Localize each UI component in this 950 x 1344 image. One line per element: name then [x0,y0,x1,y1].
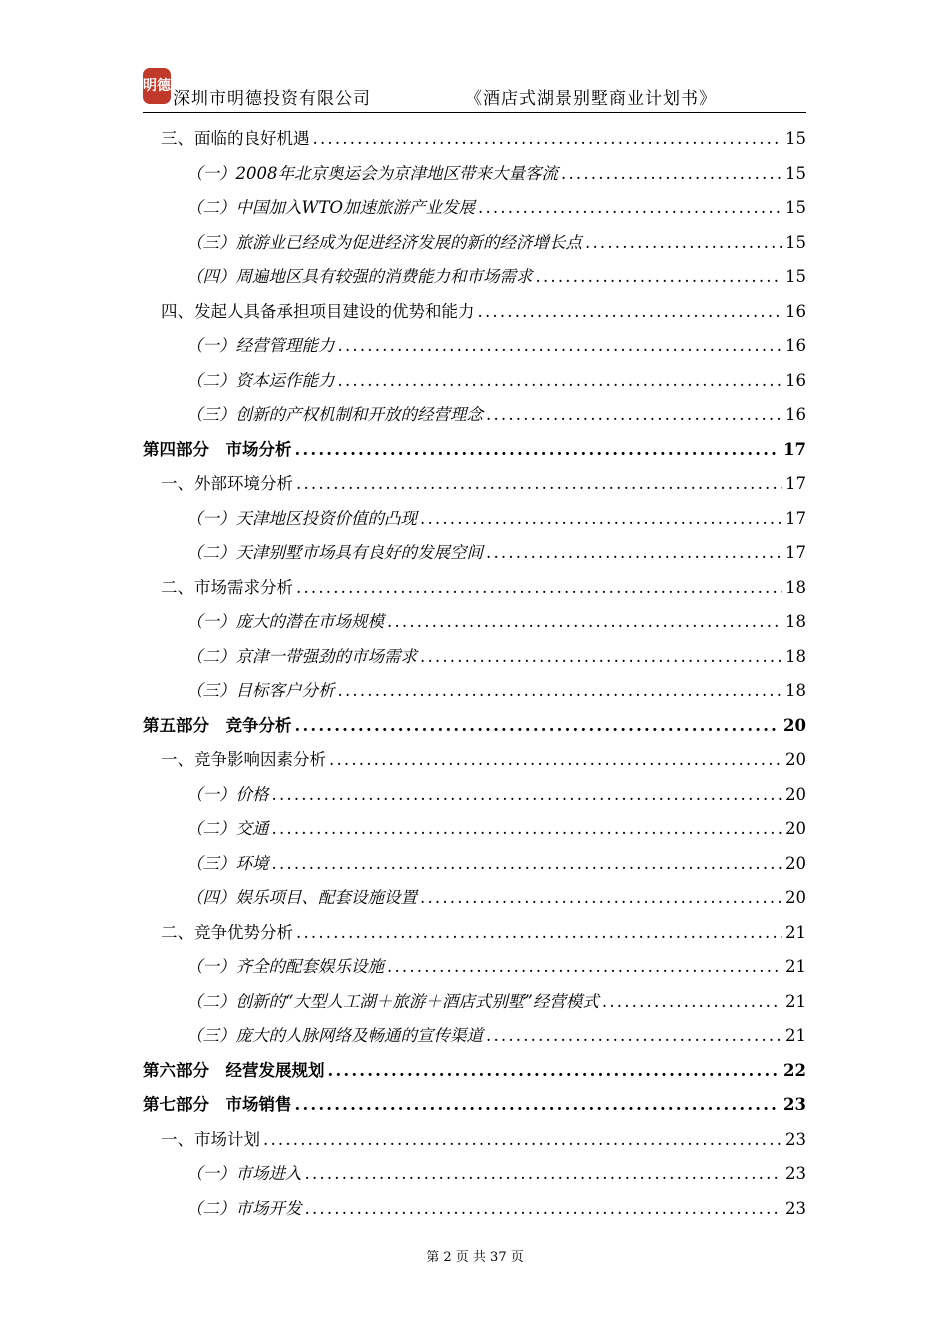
toc-entry-page: 23 [783,1095,806,1114]
toc-entry-title: 四、发起人具备承担项目建设的优势和能力 [161,301,475,321]
toc-entry[interactable] [143,640,806,675]
toc-entry[interactable] [143,847,806,882]
dot-leader [338,683,783,700]
toc-entry-title: （一）齐全的配套娱乐设施 [186,957,384,976]
dot-leader [263,1132,782,1149]
page-header [143,66,806,113]
toc-entry-page: 21 [785,922,806,942]
toc-entry-title: 一、市场计划 [161,1129,260,1149]
toc-entry[interactable] [143,433,806,468]
dot-leader [602,994,782,1011]
toc-entry-page: 23 [785,1129,806,1149]
toc-entry-title: 二、竞争优势分析 [161,922,293,942]
toc-entry-title: （一）市场进入 [186,1164,302,1183]
toc-entry-title: （二）交通 [186,819,269,838]
toc-entry-title: 三、面临的良好机遇 [161,129,310,148]
toc-entry-page: 15 [785,198,806,217]
toc-entry[interactable] [143,329,806,364]
dot-leader [387,614,782,631]
toc-entry[interactable] [143,502,806,537]
toc-entry[interactable] [143,536,806,571]
toc-entry[interactable] [143,398,806,433]
logo-text: 明德 [143,78,171,94]
toc-entry[interactable] [143,674,806,709]
dot-leader [561,166,782,183]
toc-entry[interactable] [143,122,806,157]
toc-entry-title: 一、竞争影响因素分析 [161,750,326,769]
toc-entry-title: （三）目标客户分析 [186,681,335,700]
toc-entry-page: 18 [785,612,806,631]
toc-entry[interactable] [143,295,806,330]
toc-entry[interactable] [143,1192,806,1227]
dot-leader [328,1063,781,1080]
toc-entry-page: 16 [785,336,806,355]
dot-leader [272,856,783,873]
toc-entry[interactable] [143,226,806,261]
toc-entry-page: 21 [785,1026,806,1045]
toc-entry-page: 18 [785,577,806,597]
dot-leader [420,511,782,528]
toc-entry-page: 16 [785,301,806,321]
toc-entry[interactable] [143,1157,806,1192]
toc-entry-page: 23 [785,1198,806,1218]
toc-entry[interactable] [143,778,806,813]
toc-entry-title: 第四部分 市场分析 [143,439,292,459]
toc-entry-title: （四）娱乐项目、配套设施设置 [186,888,417,907]
toc-entry-title: （二）资本运作能力 [186,370,335,390]
toc-entry[interactable] [143,950,806,985]
dot-leader [313,131,783,148]
dot-leader [272,821,783,838]
dot-leader [305,1166,783,1183]
toc-entry-title: （三）庞大的人脉网络及畅通的宣传渠道 [186,1026,483,1045]
toc-entry-page: 18 [785,646,806,666]
page-footer: 第 2 页 共 37 页 [426,1250,524,1265]
dot-leader [478,304,783,321]
dot-leader [420,649,782,666]
dot-leader [486,1028,782,1045]
dot-leader [296,580,782,597]
dot-leader [296,476,782,493]
dot-leader [305,1201,783,1218]
toc-entry[interactable] [143,260,806,295]
toc-entry-page: 18 [785,681,806,700]
toc-entry-page: 20 [785,888,806,907]
toc-entry[interactable] [143,743,806,778]
toc-entry[interactable] [143,916,806,951]
toc-entry-page: 15 [785,232,806,252]
toc-entry-page: 20 [783,715,806,735]
toc-entry-page: 17 [783,439,806,459]
toc-entry-title: （一）价格 [186,784,269,804]
toc-entry[interactable] [143,467,806,502]
toc-entry-title: （二）创新的“大型人工湖＋旅游＋酒店式别墅”经营模式 [186,991,599,1011]
dot-leader [387,959,782,976]
toc-entry-title: （二）市场开发 [186,1198,302,1218]
toc-entry-page: 20 [785,819,806,838]
toc-entry[interactable] [143,985,806,1020]
toc-entry-title: 第五部分 竞争分析 [143,715,292,735]
toc-entry-title: （二）京津一带强劲的市场需求 [186,646,417,666]
toc-entry[interactable] [143,1054,806,1089]
toc-entry-page: 17 [785,543,806,562]
toc-entry[interactable] [143,1019,806,1054]
toc-entry-title: 第七部分 市场销售 [143,1095,292,1114]
toc-entry-page: 16 [785,370,806,390]
document-title: 《酒店式湖景别墅商业计划书》 [465,89,717,109]
toc-entry[interactable] [143,812,806,847]
dot-leader [272,787,783,804]
dot-leader [478,200,782,217]
toc-entry-page: 17 [785,474,806,493]
toc-entry-title: （二）天津别墅市场具有良好的发展空间 [186,543,483,562]
toc-entry-page: 15 [785,163,806,183]
toc-entry-title: （一）经营管理能力 [186,336,335,355]
toc-entry-page: 20 [785,853,806,873]
dot-leader [296,925,782,942]
toc-entry-title: （一）天津地区投资价值的凸现 [186,508,417,528]
toc-entry[interactable] [143,364,806,399]
dot-leader [486,545,782,562]
toc-entry-page: 22 [783,1060,806,1080]
dot-leader [338,373,783,390]
toc-entry-title: 一、外部环境分析 [161,474,293,493]
company-name: 深圳市明德投资有限公司 [173,89,371,109]
toc-entry-title: （一）庞大的潜在市场规模 [186,612,384,631]
dot-leader [295,1097,781,1114]
toc-entry[interactable] [143,605,806,640]
toc-entry-page: 16 [785,405,806,424]
toc-entry-title: （三）环境 [186,853,269,873]
toc-entry-title: （三）旅游业已经成为促进经济发展的新的经济增长点 [186,232,582,252]
toc-entry-page: 20 [785,784,806,804]
toc-entry-title: 二、市场需求分析 [161,577,293,597]
toc-entry[interactable] [143,571,806,606]
toc-entry-page: 20 [785,750,806,769]
toc-entry[interactable] [143,709,806,744]
dot-leader [295,442,781,459]
toc-entry-page: 15 [785,129,806,148]
toc-entry-page: 21 [785,957,806,976]
dot-leader [585,235,782,252]
toc-entry[interactable] [143,191,806,226]
toc-entry-page: 17 [785,508,806,528]
toc-entry-title: （四）周遍地区具有较强的消费能力和市场需求 [186,267,533,286]
toc-entry[interactable] [143,881,806,916]
dot-leader [338,338,783,355]
dot-leader [295,718,781,735]
table-of-contents [143,122,806,1226]
toc-entry-title: （一）2008年北京奥运会为京津地区带来大量客流 [186,163,558,183]
dot-leader [329,752,782,769]
toc-entry-title: 第六部分 经营发展规划 [143,1060,325,1080]
toc-entry-page: 15 [785,267,806,286]
toc-entry[interactable] [143,1123,806,1158]
dot-leader [536,269,783,286]
toc-entry-page: 21 [785,991,806,1011]
dot-leader [420,890,782,907]
toc-entry-title: （三）创新的产权机制和开放的经营理念 [186,405,483,424]
toc-entry-page: 23 [785,1164,806,1183]
toc-entry[interactable] [143,157,806,192]
company-logo [143,68,171,104]
toc-entry[interactable] [143,1088,806,1123]
toc-entry-title: （二）中国加入WTO加速旅游产业发展 [186,198,475,217]
dot-leader [486,407,782,424]
